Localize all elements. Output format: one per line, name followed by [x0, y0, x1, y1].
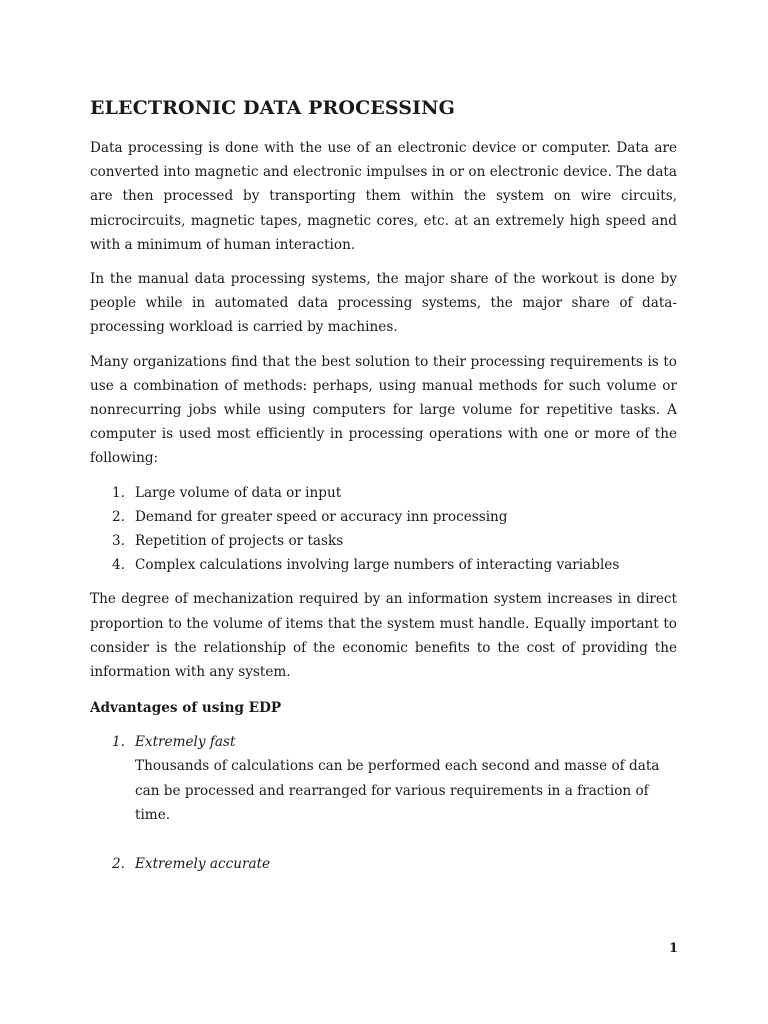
- advantage-title: Extremely fast: [135, 734, 236, 751]
- list-item-text: Large volume of data or input: [135, 484, 342, 501]
- paragraph-manual-vs-automated: In the manual data processing systems, the major share of the workout is done by people while in automated data processing systems, the major share of data-processing workload is carried by machines.: [90, 271, 677, 336]
- advantages-list: [90, 730, 677, 876]
- list-item-number: 4.: [112, 557, 125, 574]
- list-item: [90, 553, 677, 577]
- paragraph-combination-methods: Many organizations find that the best solution to their processing requirements is to use a combination of methods: perhaps, using manual methods for such volume or nonrecurring jobs while using computers for large volume for repetitive tasks. A computer is used most efficiently in processing operations with one or more of the following:: [90, 353, 677, 467]
- advantage-item: [90, 852, 677, 876]
- advantage-title: Extremely accurate: [135, 856, 271, 873]
- paragraph-intro: Data processing is done with the use of an electronic device or computer. Data are converted into magnetic and electronic impulses in or on electronic device. The data are then processed by transporting them within the system on wire circuits, microcircuits, magnetic tapes, magnetic cores, etc. at an extremely high speed and with a minimum of human interaction.: [90, 140, 677, 253]
- operations-list: [90, 481, 677, 578]
- advantages-heading: Advantages of using EDP: [90, 700, 282, 717]
- list-item-number: 1.: [112, 484, 125, 501]
- list-item: [90, 481, 677, 505]
- page-content: [90, 94, 677, 876]
- list-item: [90, 505, 677, 529]
- list-item-text: Complex calculations involving large numbers of interacting variables: [135, 557, 620, 574]
- list-item-number: 2.: [112, 508, 125, 525]
- advantage-description: Thousands of calculations can be performed each second and masse of data can be processed and rearranged for various requirements in a fraction of time.: [135, 758, 660, 823]
- advantage-number: 1.: [112, 734, 125, 751]
- list-item: [90, 529, 677, 553]
- page-number: 1: [668, 941, 678, 956]
- list-item-number: 3.: [112, 533, 125, 550]
- advantage-item: [90, 730, 677, 827]
- page-title: ELECTRONIC DATA PROCESSING: [90, 97, 455, 119]
- paragraph-mechanization: The degree of mechanization required by an information system increases in direct proportion to the volume of items that the system must handle. Equally important to consider is the relationship of the economic benefits to the cost of providing the information with any system.: [90, 591, 677, 681]
- list-item-text: Repetition of projects or tasks: [135, 533, 344, 550]
- list-item-text: Demand for greater speed or accuracy inn processing: [135, 508, 508, 525]
- advantage-number: 2.: [112, 856, 125, 873]
